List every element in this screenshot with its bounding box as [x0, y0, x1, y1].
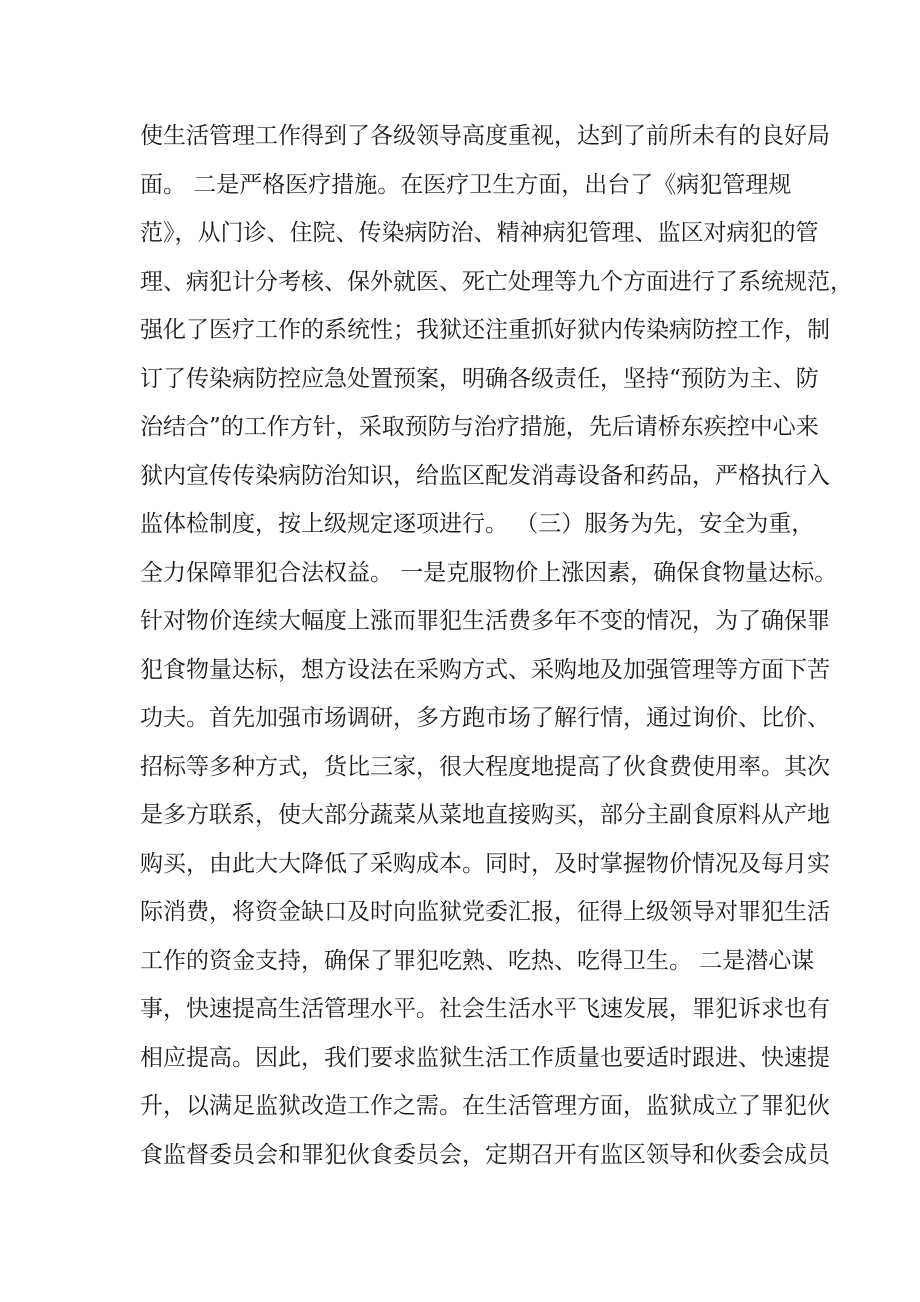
text-line: 针对物价连续大幅度上涨而罪犯生活费多年不变的情况，为了确保罪 [140, 608, 830, 634]
text-line: 升，以满足监狱改造工作之需。在生活管理方面，监狱成立了罪犯伙 [140, 1093, 830, 1119]
text-line: 使生活管理工作得到了各级领导高度重视，达到了前所未有的良好局 [140, 123, 830, 149]
text-line: 治结合”的工作方针，采取预防与治疗措施，先后请桥东疾控中心来 [140, 414, 819, 440]
text-line: 范》，从门诊、住院、传染病防治、精神病犯管理、监区对病犯的管 [140, 220, 819, 246]
text-line: 监体检制度，按上级规定逐项进行。 （三）服务为先，安全为重， [140, 511, 815, 537]
text-line: 际消费，将资金缺口及时向监狱党委汇报，征得上级领导对罪犯生活 [140, 899, 830, 925]
text-line: 订了传染病防控应急处置预案，明确各级责任，坚持“预防为主、防 [140, 365, 819, 392]
text-line: 是多方联系，使大部分蔬菜从菜地直接购买，部分主副食原料从产地 [140, 802, 830, 828]
text-line: 狱内宣传传染病防治知识，给监区配发消毒设备和药品，严格执行入 [140, 462, 830, 489]
text-line: 犯食物量达标，想方设法在采购方式、采购地及加强管理等方面下苦 [140, 656, 830, 683]
text-line: 相应提高。因此，我们要求监狱生活工作质量也要适时跟进、快速提 [140, 1044, 830, 1071]
text-line: 理、病犯计分考核、保外就医、死亡处理等九个方面进行了系统规范， [140, 268, 853, 295]
text-line: 面。 二是严格医疗措施。在医疗卫生方面，出台了《病犯管理规 [140, 171, 792, 198]
text-line: 事，快速提高生活管理水平。社会生活水平飞速发展，罪犯诉求也有 [140, 996, 830, 1022]
text-line: 强化了医疗工作的系统性；我狱还注重抓好狱内传染病防控工作，制 [140, 317, 830, 343]
text-line: 食监督委员会和罪犯伙食委员会，定期召开有监区领导和伙委会成员 [140, 1141, 830, 1168]
text-line: 购买，由此大大降低了采购成本。同时，及时掌握物价情况及每月实 [140, 850, 830, 877]
text-line: 工作的资金支持，确保了罪犯吃熟、吃热、吃得卫生。 二是潜心谋 [140, 947, 815, 974]
body-text [140, 112, 853, 1179]
text-line: 招标等多种方式，货比三家，很大程度地提高了伙食费使用率。其次 [140, 753, 830, 780]
text-line: 全力保障罪犯合法权益。 一是克服物价上涨因素，确保食物量达标。 [140, 559, 838, 586]
text-line: 功夫。首先加强市场调研，多方跑市场了解行情，通过询价、比价、 [140, 705, 830, 731]
